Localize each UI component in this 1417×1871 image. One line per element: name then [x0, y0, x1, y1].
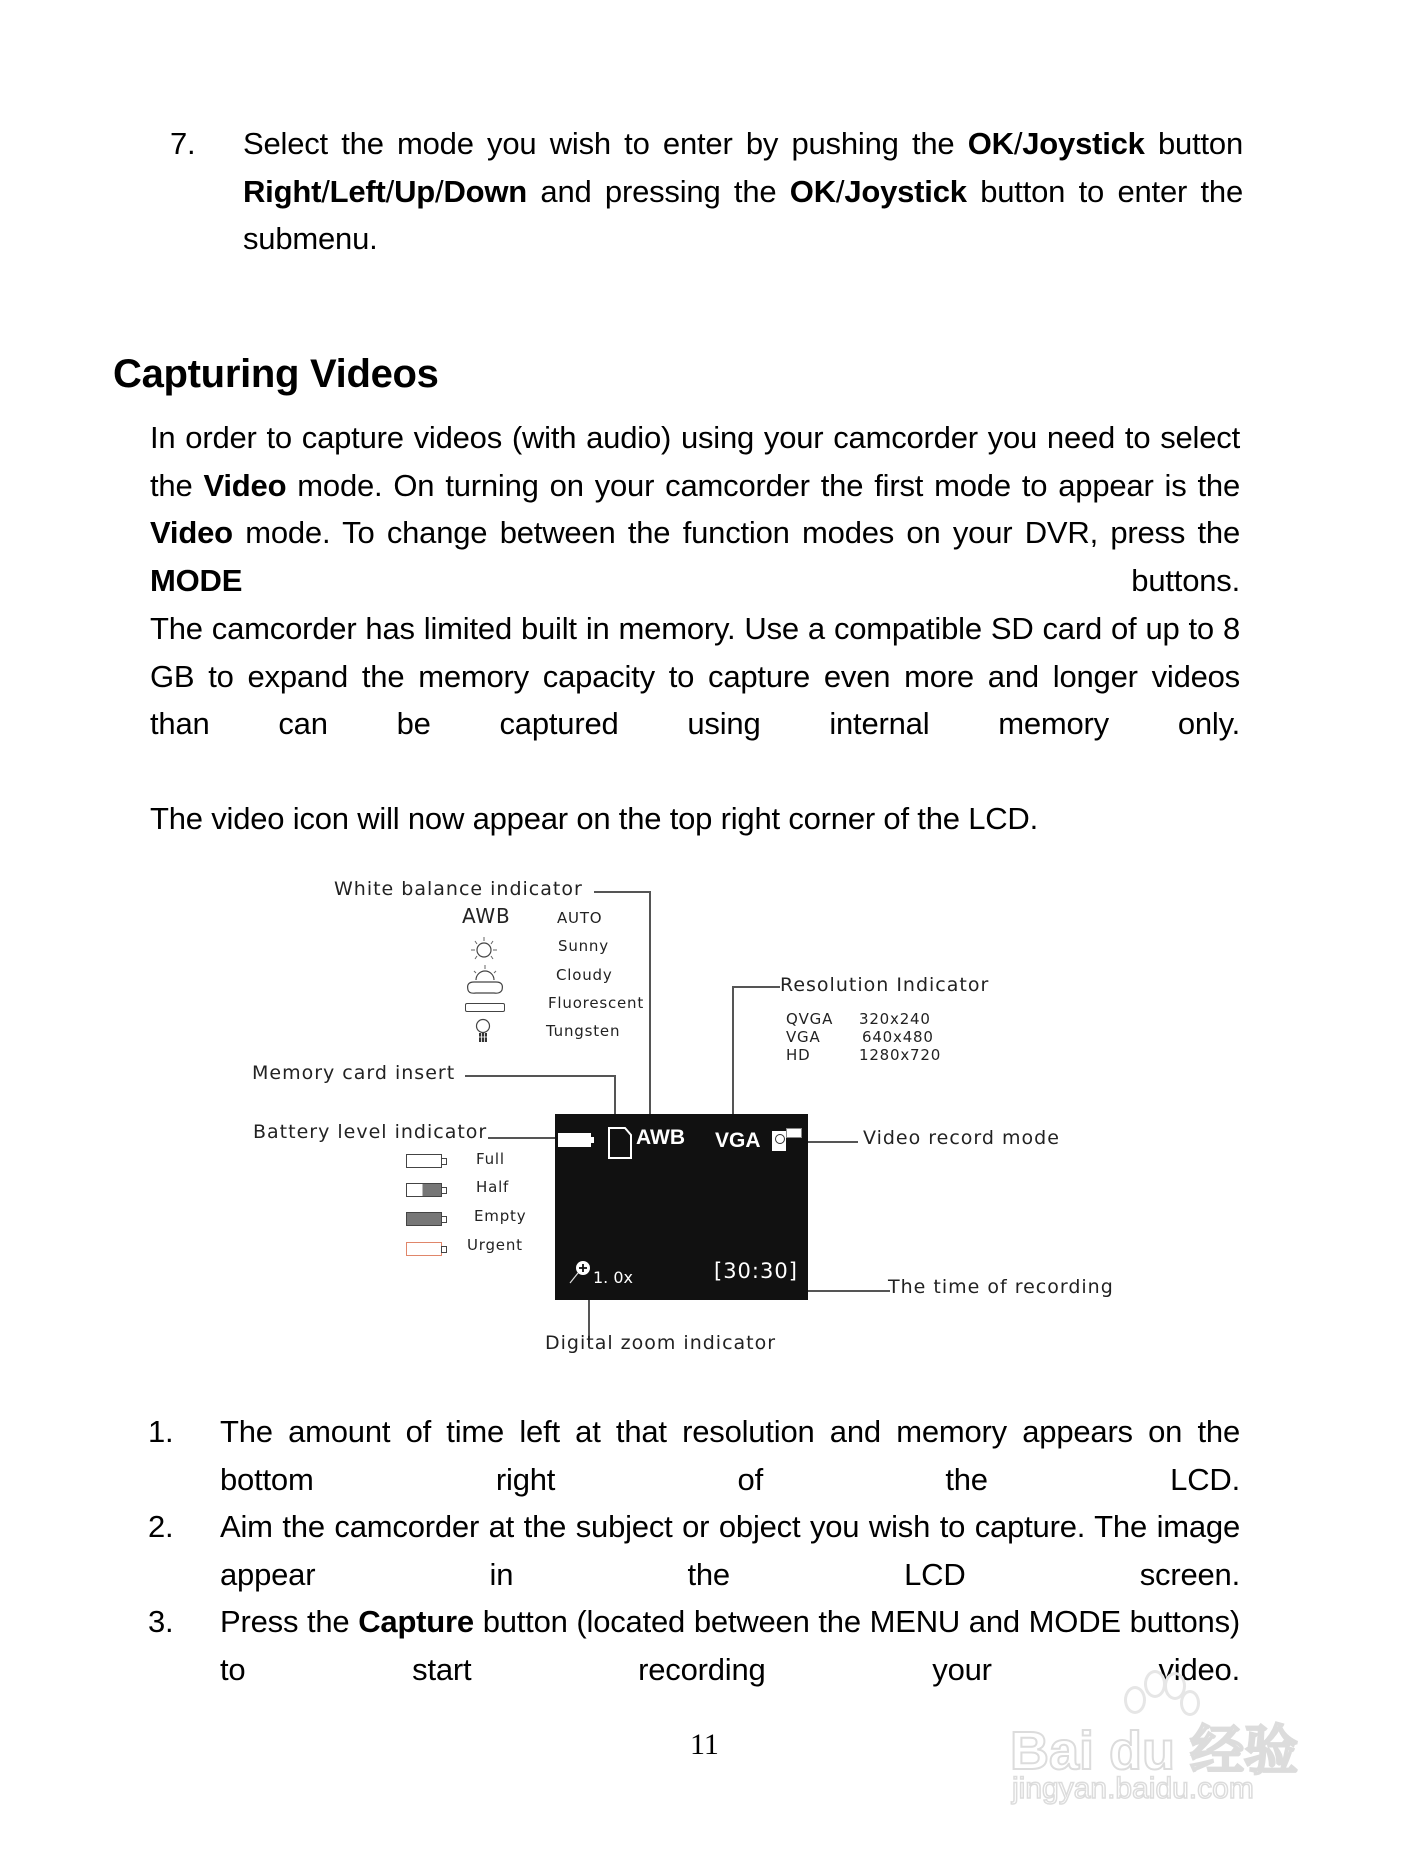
section-title: Capturing Videos — [113, 352, 439, 396]
wb-option-auto: AUTO — [557, 909, 603, 927]
lcd-video-mode-flag — [786, 1128, 802, 1138]
step-2-number: 2. — [148, 1509, 174, 1544]
memory-card-label: Memory card insert — [252, 1062, 456, 1084]
lcd-zoom-level: 1. 0x — [593, 1268, 633, 1287]
battery-half-icon — [406, 1183, 442, 1197]
wb-option-sunny: Sunny — [558, 937, 609, 955]
battery-full-label: Full — [476, 1150, 505, 1168]
battery-empty-icon — [406, 1212, 442, 1226]
lcd-sd-card-icon — [607, 1126, 633, 1160]
lcd-resolution: VGA — [715, 1129, 761, 1152]
resolution-label: Resolution Indicator — [780, 974, 990, 996]
battery-empty-label: Empty — [474, 1207, 527, 1225]
memory-paragraph: The camcorder has limited built in memory. Use a compatible SD card of up to 8 GB to expand the memory capacity to capture even more and longer videos than can be captured using internal memory only. — [150, 611, 1240, 741]
lcd-record-time: [30:30] — [714, 1259, 798, 1283]
digital-zoom-label: Digital zoom indicator — [545, 1332, 777, 1354]
res-size-hd: 1280x720 — [859, 1046, 942, 1064]
cloud-icon — [464, 962, 506, 998]
baidu-url-text: jingyan.baidu.com — [1012, 1772, 1254, 1805]
white-balance-label: White balance indicator — [334, 878, 583, 900]
wb-option-fluorescent: Fluorescent — [548, 994, 645, 1012]
step-1-text: The amount of time left at that resolution and memory appears on the bottom right of the LCD. — [220, 1414, 1240, 1497]
res-name-qvga: QVGA — [786, 1010, 834, 1028]
res-size-qvga: 320x240 — [859, 1010, 931, 1028]
video-icon-paragraph: The video icon will now appear on the top right corner of the LCD. — [150, 801, 1039, 836]
baidu-watermark — [1010, 1668, 1340, 1808]
res-name-vga: VGA — [786, 1028, 821, 1046]
page-number: 11 — [690, 1728, 719, 1761]
lcd-zoom-icon — [568, 1259, 592, 1285]
battery-full-icon — [406, 1154, 442, 1168]
step-2-text: Aim the camcorder at the subject or object you wish to capture. The image appear in the LCD screen. — [220, 1509, 1240, 1592]
step-7-text: Select the mode you wish to enter by pushing the OK/Joystick button Right/Left/Up/Down and pressing the OK/Joystick button to enter the submenu. — [243, 126, 1244, 256]
fluorescent-icon — [465, 1003, 505, 1012]
lcd-awb: AWB — [636, 1126, 685, 1149]
video-mode-label: Video record mode — [863, 1127, 1060, 1149]
battery-urgent-icon — [406, 1242, 442, 1256]
battery-urgent-label: Urgent — [467, 1236, 523, 1254]
battery-half-label: Half — [476, 1178, 510, 1196]
wb-option-cloudy: Cloudy — [556, 966, 613, 984]
intro-paragraph: In order to capture videos (with audio) using your camcorder you need to select the Video mode. On turning on your camcorder the first mode to appear is the Video mode. To change between the function modes on your DVR, press the MODE buttons. — [150, 420, 1240, 598]
step-3-text: Press the Capture button (located between the MENU and MODE buttons) to start recording your video. — [220, 1604, 1241, 1687]
battery-label: Battery level indicator — [253, 1121, 488, 1143]
step-3-number: 3. — [148, 1604, 174, 1639]
lcd-battery-icon — [558, 1133, 591, 1147]
wb-option-tungsten: Tungsten — [546, 1022, 621, 1040]
res-name-hd: HD — [786, 1046, 811, 1064]
awb-icon: AWB — [462, 904, 511, 928]
lcd-screen — [555, 1114, 808, 1300]
res-size-vga: 640x480 — [862, 1028, 934, 1046]
step-1-number: 1. — [148, 1414, 174, 1449]
lcd-battery-tip — [591, 1137, 594, 1143]
record-time-label: The time of recording — [888, 1276, 1114, 1298]
baidu-brand-text: Bai du 经验 — [1010, 1721, 1299, 1781]
bulb-icon — [474, 1018, 492, 1044]
sun-icon — [468, 936, 500, 964]
step-7-number: 7. — [170, 126, 196, 161]
